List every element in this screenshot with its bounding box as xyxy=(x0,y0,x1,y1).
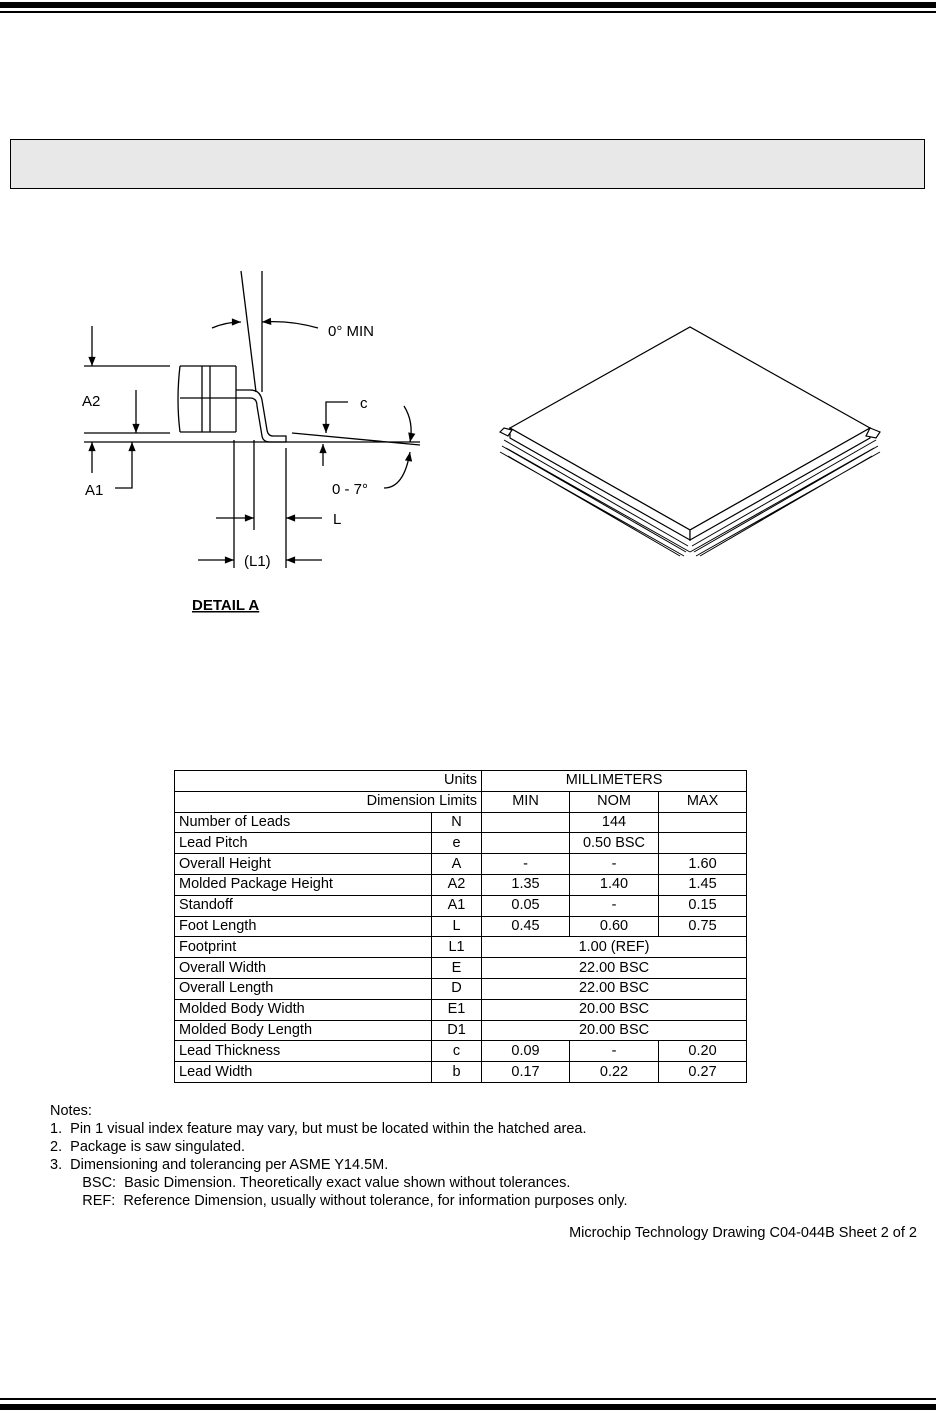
row-name: Foot Length xyxy=(175,916,432,937)
header-row-units xyxy=(175,771,747,792)
detail-a-drawing xyxy=(0,0,936,700)
row-max: 0.75 xyxy=(659,916,747,937)
notes-heading: Notes: xyxy=(50,1103,92,1119)
row-name: Molded Body Width xyxy=(175,999,432,1020)
row-name: Lead Width xyxy=(175,1062,432,1083)
table-row xyxy=(175,916,747,937)
table-row xyxy=(175,937,747,958)
table-row xyxy=(175,812,747,833)
table-row xyxy=(175,958,747,979)
header-max: MAX xyxy=(659,791,747,812)
row-name: Overall Height xyxy=(175,854,432,875)
label-angle-min: 0° MIN xyxy=(328,323,375,340)
row-min: 0.17 xyxy=(482,1062,570,1083)
row-max: 1.45 xyxy=(659,874,747,895)
package-isometric xyxy=(500,327,880,556)
dimension-table xyxy=(174,770,747,1083)
bottom-rule-thick xyxy=(0,1404,936,1410)
table-row xyxy=(175,978,747,999)
row-nom: 0.50 BSC xyxy=(570,833,659,854)
row-min xyxy=(482,812,570,833)
label-angle-range: 0 - 7° xyxy=(332,481,369,498)
row-name: Molded Package Height xyxy=(175,874,432,895)
row-symbol: A1 xyxy=(432,895,482,916)
table-row xyxy=(175,1020,747,1041)
row-nom: 144 xyxy=(570,812,659,833)
table-row xyxy=(175,833,747,854)
row-nom: - xyxy=(570,895,659,916)
row-symbol: L1 xyxy=(432,937,482,958)
row-symbol: E xyxy=(432,958,482,979)
header-units: Units xyxy=(175,771,482,792)
notes xyxy=(50,1102,628,1210)
row-value: 22.00 BSC xyxy=(482,958,747,979)
row-min: 1.35 xyxy=(482,874,570,895)
row-value: 22.00 BSC xyxy=(482,978,747,999)
row-name: Molded Body Length xyxy=(175,1020,432,1041)
row-value: 20.00 BSC xyxy=(482,1020,747,1041)
row-nom: 0.22 xyxy=(570,1062,659,1083)
label-l: L xyxy=(333,511,342,528)
row-symbol: A2 xyxy=(432,874,482,895)
header-row-limits xyxy=(175,791,747,812)
note-item: REF: Reference Dimension, usually without tolerance, for information purposes only. xyxy=(50,1193,628,1209)
row-min xyxy=(482,833,570,854)
detail-title: DETAIL A xyxy=(192,597,260,614)
header-unit-value: MILLIMETERS xyxy=(482,771,747,792)
header-nom: NOM xyxy=(570,791,659,812)
row-nom: - xyxy=(570,1041,659,1062)
row-name: Footprint xyxy=(175,937,432,958)
table-row xyxy=(175,1062,747,1083)
row-symbol: e xyxy=(432,833,482,854)
row-max xyxy=(659,812,747,833)
note-item: 1. Pin 1 visual index feature may vary, but must be located within the hatched area. xyxy=(50,1121,587,1137)
row-max: 0.20 xyxy=(659,1041,747,1062)
row-min: 0.45 xyxy=(482,916,570,937)
row-symbol: N xyxy=(432,812,482,833)
row-max: 0.27 xyxy=(659,1062,747,1083)
table-row xyxy=(175,874,747,895)
note-item: BSC: Basic Dimension. Theoretically exact value shown without tolerances. xyxy=(50,1175,571,1191)
row-symbol: A xyxy=(432,854,482,875)
row-symbol: b xyxy=(432,1062,482,1083)
row-value: 1.00 (REF) xyxy=(482,937,747,958)
header-min: MIN xyxy=(482,791,570,812)
row-max: 1.60 xyxy=(659,854,747,875)
row-name: Lead Thickness xyxy=(175,1041,432,1062)
row-symbol: L xyxy=(432,916,482,937)
label-l1: (L1) xyxy=(244,553,271,570)
row-min: 0.05 xyxy=(482,895,570,916)
row-name: Overall Length xyxy=(175,978,432,999)
note-item: 3. Dimensioning and tolerancing per ASME Y14.5M. xyxy=(50,1157,389,1173)
row-nom: 0.60 xyxy=(570,916,659,937)
row-symbol: c xyxy=(432,1041,482,1062)
row-name: Standoff xyxy=(175,895,432,916)
row-symbol: D1 xyxy=(432,1020,482,1041)
row-max xyxy=(659,833,747,854)
row-symbol: E1 xyxy=(432,999,482,1020)
row-symbol: D xyxy=(432,978,482,999)
table-row xyxy=(175,895,747,916)
label-a2: A2 xyxy=(82,393,101,410)
header-dimension-limits: Dimension Limits xyxy=(175,791,482,812)
lead-angle-line xyxy=(241,271,256,392)
row-nom: 1.40 xyxy=(570,874,659,895)
note-item: 2. Package is saw singulated. xyxy=(50,1139,246,1155)
table-row xyxy=(175,999,747,1020)
row-max: 0.15 xyxy=(659,895,747,916)
row-min: - xyxy=(482,854,570,875)
row-min: 0.09 xyxy=(482,1041,570,1062)
row-name: Overall Width xyxy=(175,958,432,979)
label-a1: A1 xyxy=(85,482,104,499)
row-name: Lead Pitch xyxy=(175,833,432,854)
bottom-rule-thin xyxy=(0,1398,936,1400)
table-row xyxy=(175,854,747,875)
row-name: Number of Leads xyxy=(175,812,432,833)
label-c: c xyxy=(360,395,368,412)
table-row xyxy=(175,1041,747,1062)
drawing-reference: Microchip Technology Drawing C04-044B Sheet 2 of 2 xyxy=(569,1225,917,1241)
row-nom: - xyxy=(570,854,659,875)
row-value: 20.00 BSC xyxy=(482,999,747,1020)
